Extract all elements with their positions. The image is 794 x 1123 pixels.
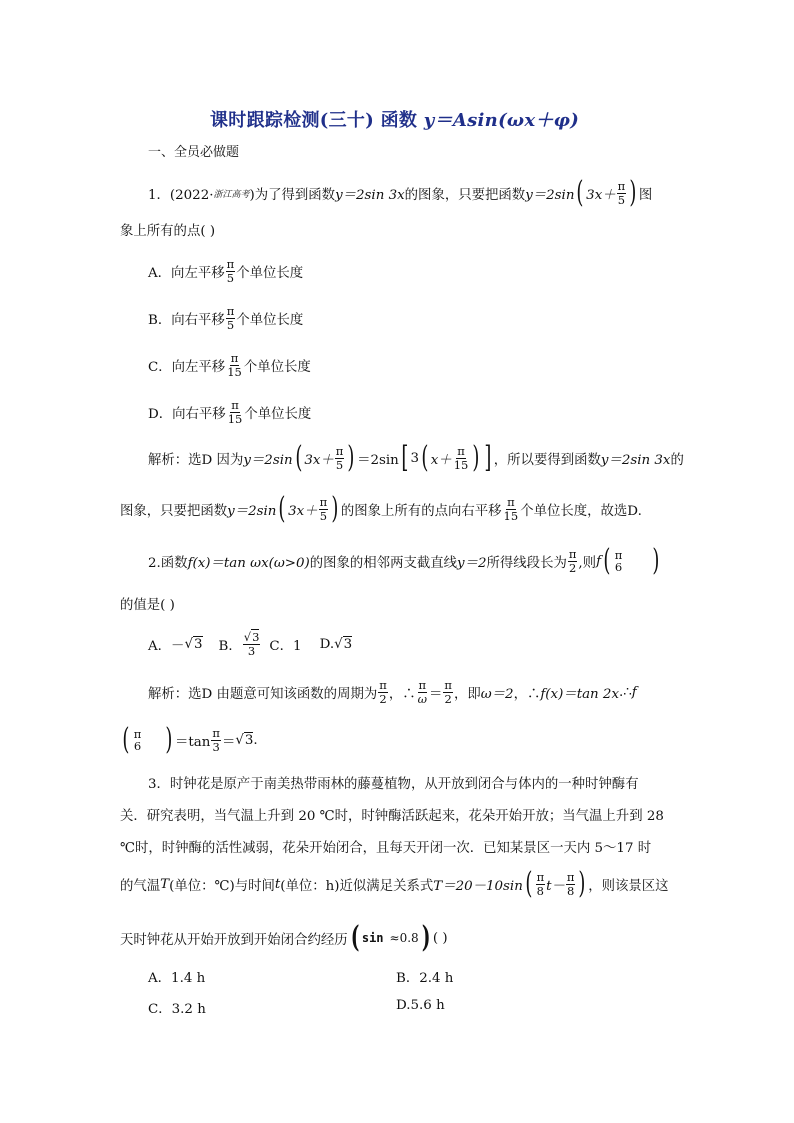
- q2-stem-line2: 的值是( ): [120, 598, 175, 613]
- frac-den: 8: [567, 883, 575, 898]
- sqrt-symbol: √: [184, 636, 193, 652]
- option-fraction: [226, 258, 236, 283]
- paren-open: (: [294, 440, 302, 475]
- analysis-inner2: x＋: [430, 452, 452, 468]
- frac-num: π: [212, 726, 220, 741]
- q1-option-d: [148, 395, 311, 429]
- q1-stem-line2: 象上所有的点( ): [120, 224, 216, 239]
- analysis-func2: y＝2sin 3x: [600, 452, 671, 468]
- q1-stem-d: 图: [638, 187, 653, 203]
- q3-sin: sin: [361, 931, 384, 945]
- analysis-omega: ω＝2: [480, 686, 514, 702]
- frac-num: √3: [243, 630, 260, 645]
- option-label: B．向右平移: [148, 312, 225, 328]
- paren-close: ): [578, 866, 586, 901]
- frac-num: π: [226, 304, 235, 319]
- q3-formula: T＝20－10sin: [433, 878, 523, 894]
- paren-close: ): [165, 722, 173, 757]
- fraction-pi-omega: [417, 679, 428, 704]
- paren-open: (: [603, 543, 611, 578]
- frac-num: π: [568, 547, 577, 562]
- q3-option-a: A．1.4 h: [148, 971, 206, 986]
- frac-den: 5: [617, 192, 626, 207]
- paren-open: (: [122, 722, 130, 757]
- q3-answer-blank: ( ): [432, 930, 448, 946]
- page-title: [210, 106, 579, 132]
- fraction-pi-6: [614, 549, 624, 573]
- frac-num: π: [536, 870, 545, 885]
- q1-stem-c: 的图象，只要把函数: [404, 187, 526, 203]
- option-d-label: D.: [319, 636, 335, 652]
- q1-func2: y＝2sin: [525, 187, 575, 203]
- frac-num: π: [133, 726, 142, 741]
- paren-close: ): [331, 491, 339, 526]
- q2-stem-line1: [148, 543, 662, 579]
- q3-text2: (单位：℃)与时间: [169, 878, 275, 894]
- paren-open: (: [525, 866, 533, 901]
- paren-open: (: [350, 920, 360, 955]
- q1-option-a: [148, 254, 303, 288]
- option-b-label: B．: [218, 638, 242, 654]
- analysis-text: ，所以要得到函数: [493, 452, 601, 468]
- fraction-sqrt3-3: [243, 631, 261, 656]
- frac-num: π: [379, 678, 387, 693]
- analysis-text2: 的图象上所有的点向右平移: [340, 503, 502, 519]
- frac-den: 8: [536, 883, 544, 898]
- analysis-text2: ，即: [453, 686, 481, 702]
- analysis-eq: ＝tan: [175, 734, 211, 750]
- fraction-pi-5: [319, 496, 329, 521]
- frac-den: 15: [453, 457, 469, 472]
- option-fraction: [226, 352, 243, 377]
- q1-analysis-line2: [120, 491, 642, 527]
- frac-num: π: [231, 398, 239, 413]
- fraction-pi-5: [617, 180, 627, 205]
- q1-option-b: [148, 301, 303, 335]
- option-c-label: C．1: [269, 638, 302, 654]
- q3-option-b: B．2.4 h: [396, 971, 454, 986]
- paren-open: (: [421, 440, 429, 475]
- frac-den: ω: [417, 691, 427, 706]
- fraction-pi-8: [566, 871, 576, 896]
- q1-stem-line1: [148, 176, 652, 210]
- frac-den: 2: [444, 691, 452, 706]
- frac-den: 2: [379, 691, 387, 706]
- frac-num: π: [566, 870, 575, 885]
- frac-den: 6: [133, 739, 142, 753]
- bracket-close: ]: [484, 440, 492, 475]
- sqrt-symbol: √: [334, 636, 343, 652]
- q1-func1: y＝2sin 3x: [335, 187, 405, 203]
- q3-text: 天时钟花从开始开放到开始闭合约经历: [120, 932, 348, 948]
- section-heading: 一、全员必做题: [148, 145, 240, 160]
- analysis-eq2: ＝: [221, 734, 236, 750]
- option-label: D．向右平移: [148, 406, 226, 422]
- frac-num: π: [444, 678, 452, 693]
- q1-stem-b: )为了得到函数: [249, 187, 336, 203]
- q3-text3: (单位：h)近似满足关系式: [280, 878, 434, 894]
- frac-num: π: [230, 351, 239, 366]
- option-label: C．向左平移: [148, 359, 226, 375]
- frac-num: π: [507, 495, 515, 510]
- q2-stem-a: 2.函数: [148, 555, 188, 571]
- frac-den: 5: [335, 457, 344, 472]
- q3-T: T: [160, 876, 170, 892]
- fraction-pi-2: [443, 679, 453, 704]
- q3-formula2: t－: [546, 878, 565, 894]
- option-label: A．向左平移: [148, 265, 225, 281]
- q2-stem-c: 所得线段长为: [486, 555, 567, 571]
- q2-fcall: f: [596, 553, 602, 569]
- q1-source: 浙江高考: [213, 189, 250, 200]
- analysis-eq: ＝2sin: [357, 452, 399, 468]
- frac-den: 2: [568, 560, 577, 575]
- sqrt-radicand: 3: [244, 733, 254, 748]
- q1-func2-inner: 3x＋: [586, 187, 616, 203]
- analysis-inner: 3x＋: [304, 452, 334, 468]
- frac-num: π: [335, 444, 344, 459]
- analysis-eq: ＝: [428, 686, 443, 702]
- sqrt-radicand: 3: [343, 637, 353, 652]
- q3-option-d: D.5.6 h: [396, 998, 445, 1013]
- frac-den: 5: [319, 508, 328, 523]
- sqrt-radicand: 3: [252, 630, 260, 645]
- fraction-pi-2: [378, 679, 388, 704]
- option-fraction: [226, 305, 236, 330]
- option-tail: 个单位长度: [243, 359, 311, 375]
- fraction-pi-15: [453, 445, 470, 470]
- q1-stem-a: 1．(2022·: [148, 187, 214, 203]
- fraction-pi-8: [536, 871, 546, 896]
- paren-close: ): [629, 175, 637, 210]
- paren-open: (: [576, 175, 584, 210]
- q2-stem-d: ,则: [578, 555, 597, 571]
- bracket-open: [: [401, 440, 409, 475]
- q3-approx: ≈0.8: [389, 931, 419, 945]
- analysis-fx: f(x)＝tan 2x: [540, 686, 620, 702]
- analysis-three: 3: [410, 450, 420, 466]
- frac-den: 6: [614, 560, 623, 574]
- fraction-pi-6: [133, 728, 143, 752]
- frac-num: π: [614, 547, 623, 562]
- q3-text4: ，则该景区这: [588, 878, 669, 894]
- q2-analysis-line1: [148, 674, 637, 710]
- q2-options: [148, 626, 352, 662]
- frac-den: 3: [247, 643, 256, 658]
- title-prefix: 课时跟踪检测(三十) 函数: [210, 110, 418, 131]
- fraction-pi-2: [568, 548, 578, 573]
- analysis-label: 解析：选D 因为: [148, 452, 244, 468]
- sqrt-radicand: 3: [194, 637, 203, 652]
- frac-den: 15: [503, 508, 519, 523]
- analysis-text3: ，∴: [513, 686, 541, 702]
- frac-num: π: [617, 179, 626, 194]
- option-fraction: [227, 399, 244, 424]
- frac-den: 3: [212, 739, 220, 754]
- analysis-text2: 的: [670, 452, 684, 468]
- analysis-text: ，∴: [388, 686, 416, 702]
- q2-analysis-line2: [120, 722, 258, 758]
- q3-para-line4: [120, 866, 669, 902]
- q2-line: y＝2: [457, 555, 487, 571]
- frac-den: 15: [227, 364, 242, 379]
- paren-close: ): [347, 440, 355, 475]
- analysis-label: 解析：选D 由题意可知该函数的周期为: [148, 686, 378, 702]
- fraction-pi-15: [503, 496, 520, 521]
- sqrt-symbol: √: [235, 732, 244, 748]
- analysis-f: f: [631, 684, 637, 700]
- paren-close: ): [472, 440, 480, 475]
- option-tail: 个单位长度: [244, 406, 312, 422]
- frac-den: 5: [226, 270, 235, 285]
- title-formula: y＝Asin(ωx＋φ): [423, 110, 580, 131]
- q3-text: 的气温: [120, 878, 161, 894]
- q2-func: f(x)＝tan ωx(ω>0): [187, 555, 310, 571]
- frac-num: π: [319, 495, 328, 510]
- paren-close: ): [652, 543, 660, 578]
- q3-para-line2: 关．研究表明，当气温上升到 20 ℃时，时钟酶活跃起来，花朵开始开放；当气温上升到 28: [120, 809, 664, 824]
- q3-para-line5: [120, 920, 448, 956]
- q3-option-c: C．3.2 h: [148, 1002, 206, 1017]
- analysis-text4: .∴: [619, 684, 632, 700]
- q2-stem-b: 的图象的相邻两支截直线: [309, 555, 458, 571]
- q3-para-line3: ℃时，时钟酶的活性减弱，花朵开始闭合，且每天开闭一次．已知某景区一天内 5～17 时: [120, 841, 652, 856]
- option-tail: 个单位长度: [236, 265, 304, 281]
- q1-option-c: [148, 348, 311, 382]
- analysis-inner: 3x＋: [288, 503, 318, 519]
- frac-num: π: [457, 444, 465, 459]
- analysis-func: y＝2sin: [243, 452, 293, 468]
- fraction-pi-5: [335, 445, 345, 470]
- analysis-text: 图象，只要把函数: [120, 503, 228, 519]
- analysis-text3: 个单位长度，故选D.: [520, 503, 642, 519]
- frac-num: π: [226, 257, 235, 272]
- paren-open: (: [278, 491, 286, 526]
- analysis-func: y＝2sin: [227, 503, 277, 519]
- frac-den: 5: [226, 317, 235, 332]
- frac-num: π: [418, 678, 427, 693]
- option-a-label: A．－: [148, 638, 185, 654]
- analysis-period: .: [253, 732, 258, 748]
- option-tail: 个单位长度: [236, 312, 304, 328]
- q1-analysis-line1: [148, 440, 684, 476]
- q3-para-line1: 3．时钟花是原产于南美热带雨林的藤蔓植物，从开放到闭合与体内的一种时钟酶有: [148, 777, 639, 792]
- paren-close: ): [421, 920, 431, 955]
- q3-t: t: [274, 876, 281, 892]
- fraction-pi-3: [211, 727, 221, 752]
- frac-den: 15: [227, 411, 243, 426]
